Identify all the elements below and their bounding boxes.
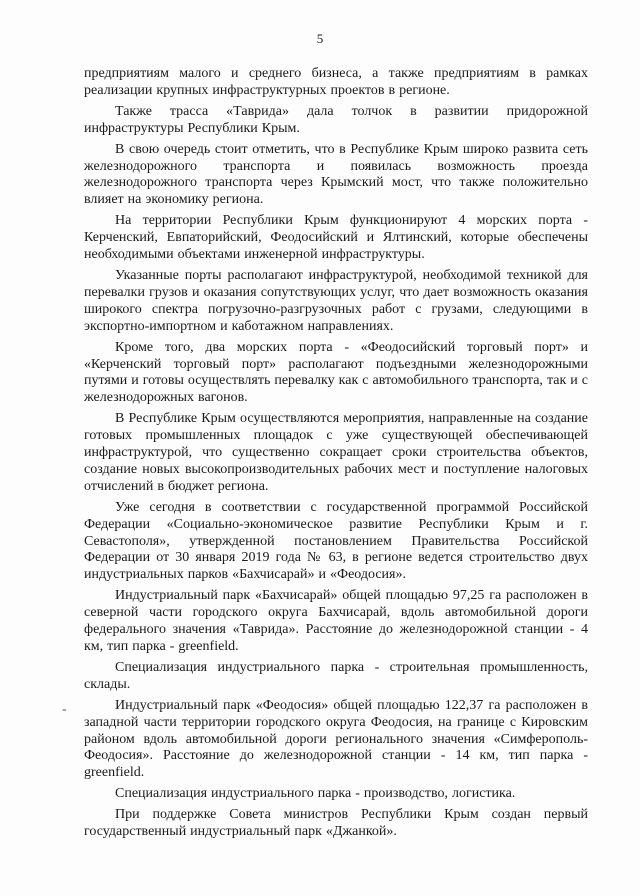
paragraph-tavrida-road: Также трасса «Таврида» дала толчок в развитии придорожной инфраструктуры Республики Крым. bbox=[84, 103, 588, 136]
paragraph-sea-ports: На территории Республики Крым функционируют 4 морских порта - Керченский, Евпаторийский, Феодосийский и Ялтинский, которые обеспечены необходимыми объектами инженерной инфраструктуры. bbox=[84, 213, 588, 263]
paragraph-railway: В свою очередь стоит отметить, что в Республике Крым широко развита сеть железнодорожного транспорта и появилась возможность проезда железнодорожного транспорта через Крымский мост, что также положительно влияет на экономику региона. bbox=[84, 141, 588, 208]
paragraph-industrial-sites: В Республике Крым осуществляются мероприятия, направленные на создание готовых промышленных площадок с уже существующей обеспечивающей инфраструктурой, что существенно сокращает сроки строительства объектов, создание новых высокопроизводительных рабочих мест и поступление налоговых отчислений в бюджет региона. bbox=[84, 411, 588, 494]
paragraph-feodosia-specialization: Специализация индустриального парка - производство, логистика. bbox=[115, 786, 516, 802]
paragraph-park-feodosia: Индустриальный парк «Феодосия» общей площадью 122,37 га расположен в западной части территории городского округа Феодосия, на границе с Кировским районом вдоль автомобильной дороги регионального значения «Симферополь-Феодосия». Расстояние до железнодорожной станции - 14 км, тип парка - greenfield. bbox=[84, 697, 588, 781]
paragraph-bakhchisaray-specialization: Специализация индустриального парка - строительная промышленность, склады. bbox=[84, 659, 588, 692]
paragraph-park-dzhankoy: При поддержке Совета министров Республики Крым создан первый государственный индустриальный парк «Джанкой». bbox=[84, 807, 588, 840]
paragraph-port-infrastructure: Указанные порты располагают инфраструктурой, необходимой техникой для перевалки грузов и оказания сопутствующих услуг, что дает возможность оказания широкого спектра погрузочно-разгрузочных работ с грузами, следующими в экспортно-импортном и каботажном направлениях. bbox=[84, 267, 588, 334]
document-body bbox=[84, 66, 588, 845]
page-number: 5 bbox=[316, 31, 324, 46]
paragraph-trade-ports: Кроме того, два морских порта - «Феодосийский торговый порт» и «Керченский торговый порт» располагают подъездными железнодорожными путями и готовы осуществлять перевалку как с автомобильного транспорта, так и с железнодорожных вагонов. bbox=[84, 339, 588, 406]
margin-dash-mark: - bbox=[62, 702, 67, 717]
paragraph-continuation: предприятиям малого и среднего бизнеса, а также предприятиям в рамках реализации крупных инфраструктурных проектов в регионе. bbox=[84, 66, 588, 98]
paragraph-park-bakhchisaray: Индустриальный парк «Бахчисарай» общей площадью 97,25 га расположен в северной части городского округа Бахчисарай, вдоль автомобильной дороги федерального значения «Таврида». Расстояние до железнодорожной станции - 4 км, тип парка - greenfield. bbox=[84, 588, 588, 654]
paragraph-state-program: Уже сегодня в соответствии с государственной программой Российской Федерации «Социально-экономическое развитие Республики Крым и г. Севастополя», утвержденной постановлением Правительства Российской Федерации от 30 января 2019 года № 63, в регионе ведется строительство двух индустриальных парков «Бахчисарай» и «Феодосия». bbox=[84, 499, 588, 583]
